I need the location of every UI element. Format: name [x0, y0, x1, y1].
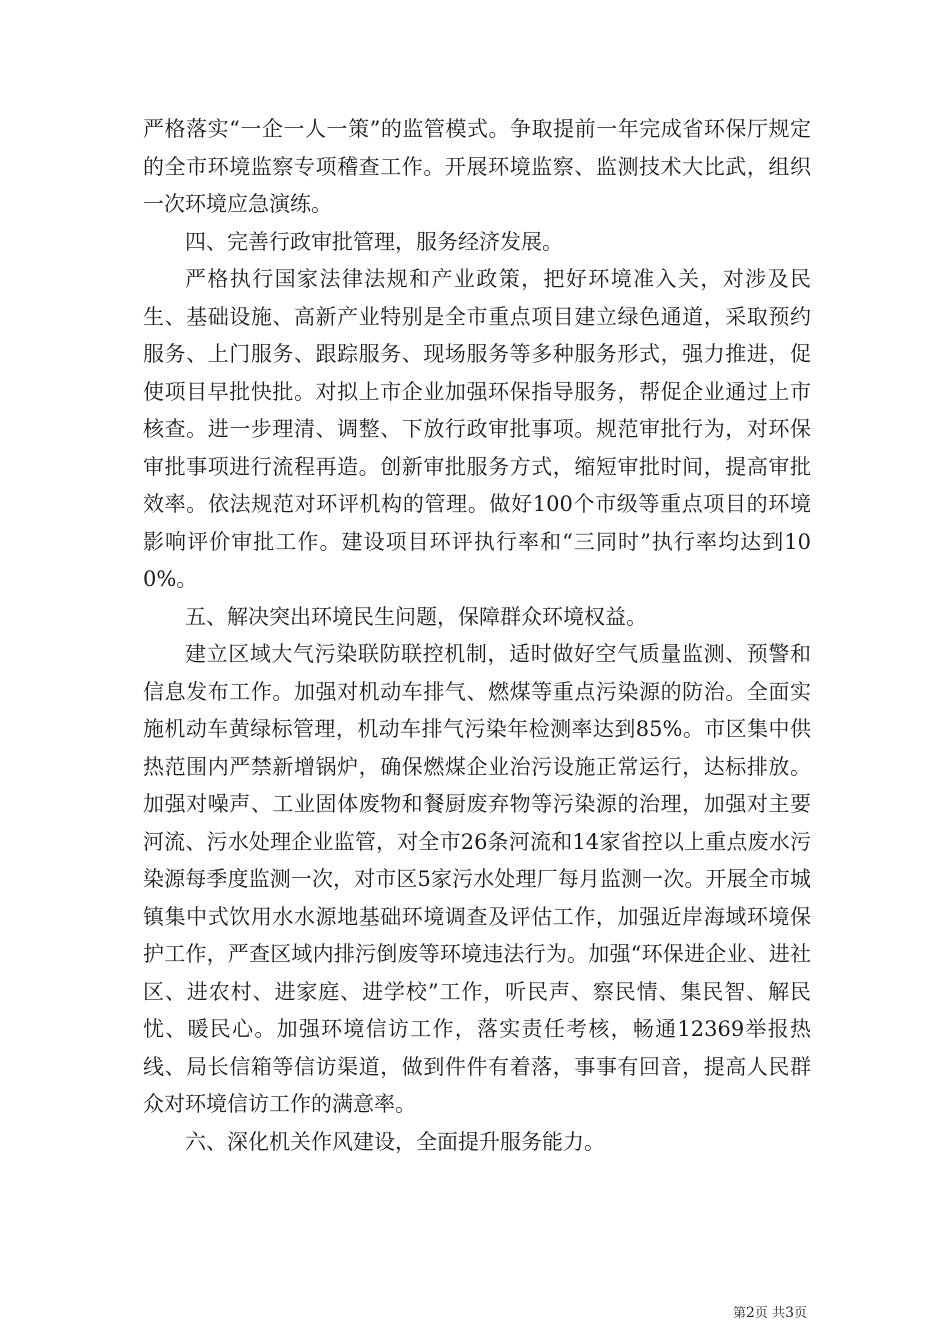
paragraph-livelihood: 建立区域大气污染联防联控机制，适时做好空气质量监测、预警和信息发布工作。加强对机动车排气、燃煤等重点污染源的防治。全面实施机动车黄绿标管理，机动车排气污染年检测率达到85%。市区集中供热范围内严禁新增锅炉，确保燃煤企业治污设施正常运行，达标排放。加强对噪声、工业固体废物和餐厨废弃物等污染源的治理，加强对主要河流、污水处理企业监管，对全市26条河流和14家省控以上重点废水污染源每季度监测一次，对市区5家污水处理厂每月监测一次。开展全市城镇集中式饮用水水源地基础环境调查及评估工作，加强近岸海域环境保护工作，严查区域内排污倒废等环境违法行为。加强“环保进企业、进社区、进农村、进家庭、进学校”工作，听民声、察民情、集民智、解民忧、暖民心。加强环境信访工作，落实责任考核，畅通12369举报热线、局长信箱等信访渠道，做到件件有着落，事事有回音，提高人民群众对环境信访工作的满意率。 [143, 642, 811, 1116]
current-page-number: 2 [746, 1305, 755, 1321]
total-page-number: 3 [785, 1305, 794, 1321]
footer-prefix: 第 [732, 1306, 746, 1321]
paragraph-approval: 严格执行国家法律法规和产业政策，把好环境准入关，对涉及民生、基础设施、高新产业特别是全市重点项目建立绿色通道，采取预约服务、上门服务、跟踪服务、现场服务等多种服务形式，强力推进，促使项目早批快批。对拟上市企业加强环保指导服务，帮促企业通过上市核查。进一步理清、调整、下放行政审批事项。规范审批行为，对环保审批事项进行流程再造。创新审批服务方式，缩短审批时间，提高审批效率。依法规范对环评机构的管理。做好100个市级等重点项目的环境影响评价审批工作。建设项目环评执行率和“三同时”执行率均达到100%。 [143, 267, 811, 591]
document-body [143, 111, 811, 1161]
footer-middle: 页 共 [754, 1306, 786, 1321]
section-heading-6: 六、深化机关作风建设，全面提升服务能力。 [185, 1129, 605, 1154]
footer-suffix: 页 [793, 1306, 807, 1321]
section-heading-5: 五、解决突出环境民生问题，保障群众环境权益。 [185, 604, 647, 629]
paragraph-1: 严格落实“一企一人一策”的监管模式。争取提前一年完成省环保厅规定的全市环境监察专项稽查工作。开展环境监察、监测技术大比武，组织一次环境应急演练。 [143, 117, 811, 216]
section-heading-4: 四、完善行政审批管理，服务经济发展。 [185, 229, 563, 254]
page-number-footer [733, 1305, 807, 1322]
